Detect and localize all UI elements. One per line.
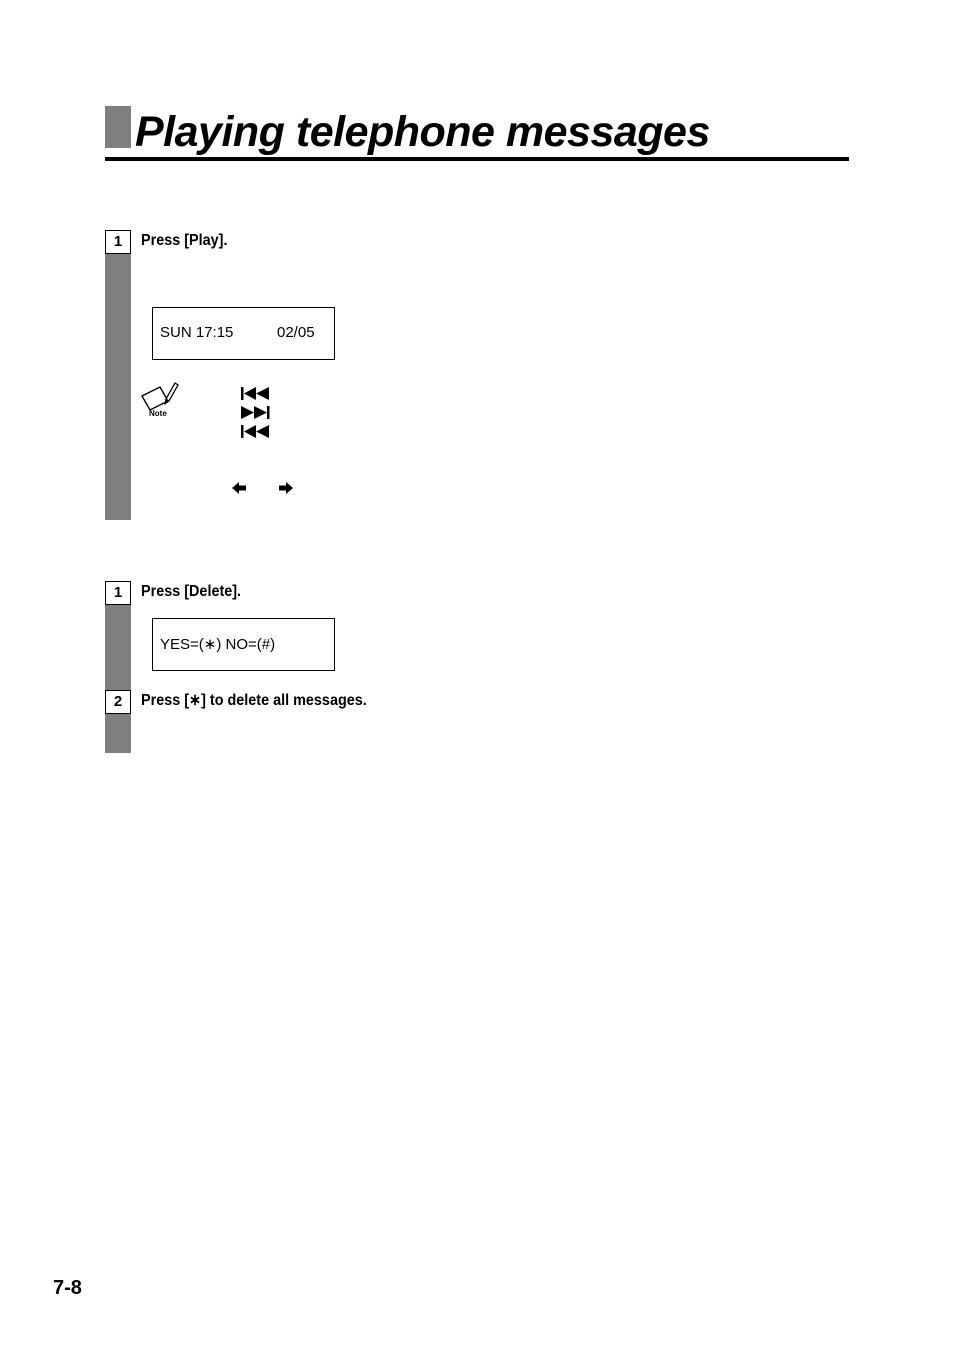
delete-step-2-text: Press [∗] to delete all messages. xyxy=(141,692,367,709)
delete-step-2-number: 2 xyxy=(105,690,131,714)
title-marker xyxy=(105,106,131,148)
lcd-display-play xyxy=(152,307,335,360)
skip-forward-icon xyxy=(241,406,271,419)
note-label: Note xyxy=(149,409,167,418)
page-title: Playing telephone messages xyxy=(135,108,710,156)
lcd-display-delete xyxy=(152,618,335,671)
play-step-1-number: 1 xyxy=(105,230,131,254)
arrow-right-icon xyxy=(279,482,293,494)
title-underline xyxy=(105,157,849,161)
lcd-message-count: 02/05 xyxy=(277,324,315,341)
lcd-day-time: SUN 17:15 xyxy=(160,324,234,341)
delete-step-1-text: Press [Delete]. xyxy=(141,583,242,600)
delete-step-1-number: 1 xyxy=(105,581,131,605)
delete-step-bar xyxy=(105,581,131,753)
page-number: 7-8 xyxy=(53,1277,82,1299)
skip-back-icon xyxy=(241,425,271,438)
play-step-1-text: Press [Play]. xyxy=(141,232,228,249)
lcd-delete-prompt: YES=(∗) NO=(#) xyxy=(160,636,276,653)
arrow-left-icon xyxy=(232,482,246,494)
play-step-bar xyxy=(105,230,131,520)
skip-back-icon xyxy=(241,387,271,400)
